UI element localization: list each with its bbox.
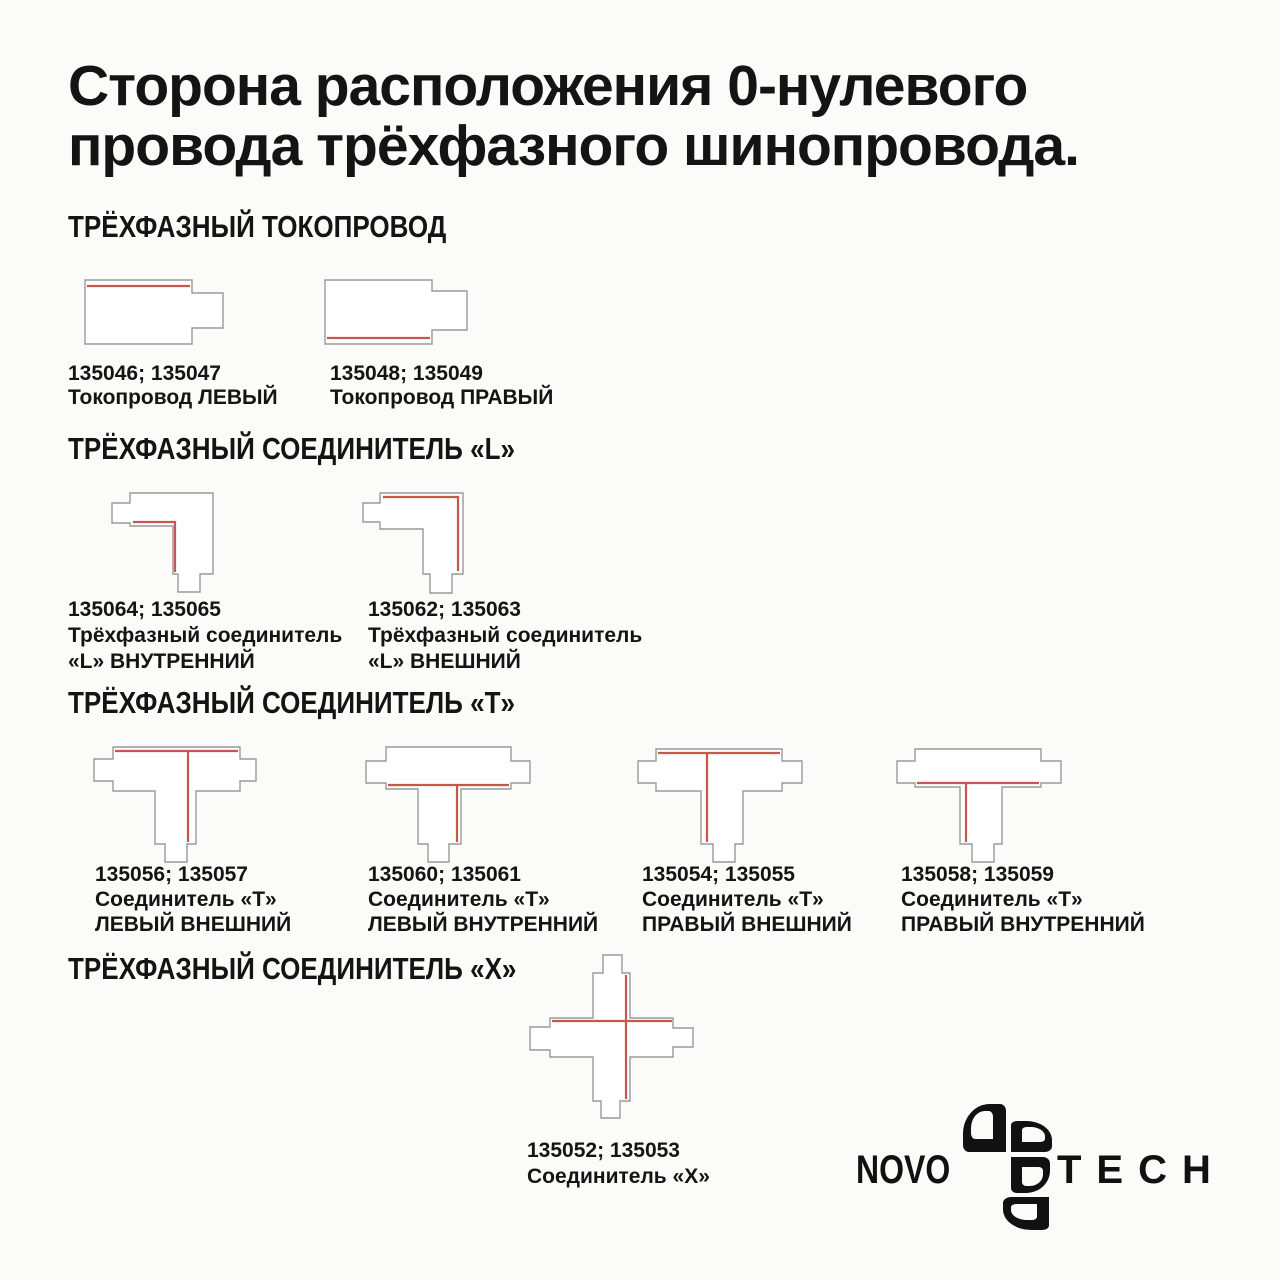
shape-outline [638,749,802,862]
diagram-x-connector [530,955,693,1118]
product-name: «L» ВНУТРЕННИЙ [68,650,255,673]
product-name: Токопровод ПРАВЫЙ [330,386,554,409]
product-codes: 135054; 135055 [642,863,795,886]
logo-text-novo: NOVO [856,1148,951,1192]
product-label-l-external [368,597,642,675]
neutral-wire-line [133,522,175,572]
product-name: Соединитель «Т» [95,888,277,911]
section-header-feed: ТРЁХФАЗНЫЙ ТОКОПРОВОД [68,209,447,244]
shape-outline [530,955,693,1118]
logo-text-tech: TECH [1057,1148,1226,1192]
page-title-line-1: Сторона расположения 0-нулевого [68,54,1028,118]
product-label-feed-left [68,362,278,410]
diagram-t-left-internal [366,747,530,862]
product-name: Соединитель «Т» [368,888,550,911]
diagram-t-right-external [638,749,802,862]
product-name: ПРАВЫЙ ВНУТРЕННИЙ [901,913,1145,936]
shape-outline [112,493,213,592]
diagram-t-left-external [94,747,256,862]
product-name: «L» ВНЕШНИЙ [368,650,521,673]
product-name: ПРАВЫЙ ВНЕШНИЙ [642,913,852,936]
diagram-feed-left [85,280,223,344]
diagram-l-internal [112,493,213,592]
product-label-t-right-internal [901,862,1145,937]
section-header-t-connector: ТРЁХФАЗНЫЙ СОЕДИНИТЕЛЬ «Т» [68,685,515,720]
diagram-l-external [363,493,463,593]
product-name: Соединитель «Т» [901,888,1083,911]
shape-outline [366,747,530,862]
product-label-t-right-external [642,862,852,937]
shape-outline [325,280,467,344]
product-name: Трёхфазный соединитель [68,624,343,647]
shape-outline [897,749,1061,862]
shape-outline [94,747,256,862]
section-header-x-connector: ТРЁХФАЗНЫЙ СОЕДИНИТЕЛЬ «Х» [68,951,517,986]
product-label-l-internal [68,597,342,675]
product-codes: 135046; 135047 [68,362,221,385]
product-codes: 135048; 135049 [330,362,483,385]
product-label-t-left-internal [368,862,598,937]
product-name: Токопровод ЛЕВЫЙ [68,386,278,409]
product-codes: 135056; 135057 [95,863,248,886]
product-label-t-left-external [95,862,291,937]
product-name: ЛЕВЫЙ ВНЕШНИЙ [95,913,292,936]
product-name: ЛЕВЫЙ ВНУТРЕННИЙ [368,913,599,936]
product-codes: 135062; 135063 [368,598,521,621]
product-codes: 135064; 135065 [68,598,221,621]
product-codes: 135058; 135059 [901,863,1054,886]
product-name: Трёхфазный соединитель [368,624,643,647]
shape-outline [85,280,223,344]
product-label-feed-right [330,362,553,410]
diagram-t-right-internal [897,749,1061,862]
section-header-l-connector: ТРЁХФАЗНЫЙ СОЕДИНИТЕЛЬ «L» [68,431,515,466]
page-title-line-2: провода трёхфазного шинопровода. [68,114,1079,178]
product-codes: 135060; 135061 [368,863,521,886]
product-codes: 135052; 135053 [527,1139,680,1162]
product-name: Соединитель «Х» [527,1165,710,1188]
product-label-x-connector [527,1138,710,1190]
diagram-feed-right [325,280,467,344]
shape-outline [363,493,463,593]
product-name: Соединитель «Т» [642,888,824,911]
